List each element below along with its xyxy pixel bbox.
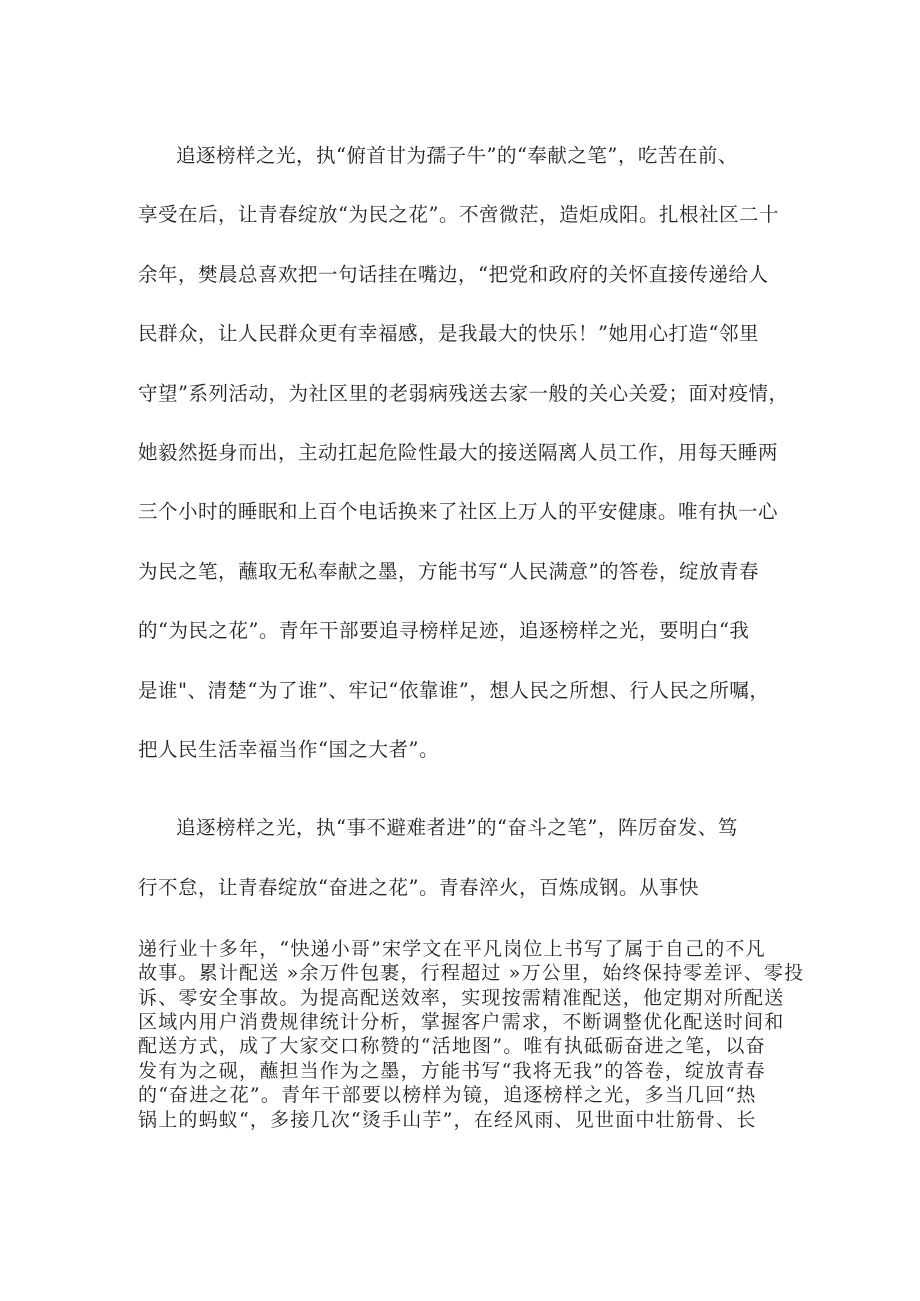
text-line: 锅上的蚂蚁“，多接几次“烫手山芋”，在经风雨、见世面中壮筋骨、长 xyxy=(138,1109,757,1131)
text-line: 配送方式，成了大家交口称赞的“活地图”。唯有执砥砺奋进之笔，以奋 xyxy=(138,1035,766,1057)
text-line: 享受在后，让青春绽放“为民之花”。不啻微茫，造炬成阳。扎根社区二十 xyxy=(138,203,779,226)
text-line: 余年，樊晨总喜欢把一句话挂在嘴边，“把党和政府的关怀直接传递给人 xyxy=(138,263,769,286)
text-line: 追逐榜样之光，执“俯首甘为孺子牛”的“奉献之笔”，吃苦在前、 xyxy=(176,144,738,167)
text-line: 民群众，让人民群众更有幸福感，是我最大的快乐！”她用心打造“邻里 xyxy=(138,322,759,345)
text-line: 为民之笔，蘸取无私奉献之墨，方能书写“人民满意”的答卷，绽放青春 xyxy=(138,560,759,583)
text-line: 的“为民之花”。青年干部要追寻榜样足迹，追逐榜样之光，要明白“我 xyxy=(138,619,750,642)
text-line: 追逐榜样之光，执“事不避难者进”的“奋斗之笔”，阵厉奋发、笃 xyxy=(176,816,738,839)
text-line: 诉、零安全事故。为提高配送效率，实现按需精准配送，他定期对所配送 xyxy=(138,987,785,1009)
text-line: 故事。累计配送 »余万件包裹，行程超过 »万公里，始终保持零差评、零投 xyxy=(138,962,805,984)
text-line: 的“奋进之花”。青年干部要以榜样为镜，追逐榜样之光，多当几回“热 xyxy=(138,1084,757,1106)
text-line: 她毅然挺身而出，主动扛起危险性最大的接送隔离人员工作，用每天睡两 xyxy=(138,441,779,464)
text-line: 是谁"、清楚“为了谁”、牢记“依靠谁”，想人民之所想、行人民之所嘱， xyxy=(138,679,770,702)
text-line: 区域内用户消费规律统计分析，掌握客户需求，不断调整优化配送时间和 xyxy=(138,1011,785,1033)
text-line: 守望”系列活动，为社区里的老弱病残送去家一般的关心关爱；面对疫情， xyxy=(138,382,789,405)
text-line: 行不怠，让青春绽放“奋进之花”。青春淬火，百炼成钢。从事快 xyxy=(138,876,699,899)
text-line: 三个小时的睡眠和上百个电话换来了社区上万人的平安健康。唯有执一心 xyxy=(138,500,779,523)
text-line: 发有为之砚，蘸担当作为之墨，方能书写“我将无我”的答卷，绽放青春 xyxy=(138,1060,766,1082)
text-line: 递行业十多年，“快递小哥”宋学文在平凡岗位上书写了属于自己的不凡 xyxy=(138,938,766,960)
text-line: 把人民生活幸福当作“国之大者”。 xyxy=(138,738,439,761)
